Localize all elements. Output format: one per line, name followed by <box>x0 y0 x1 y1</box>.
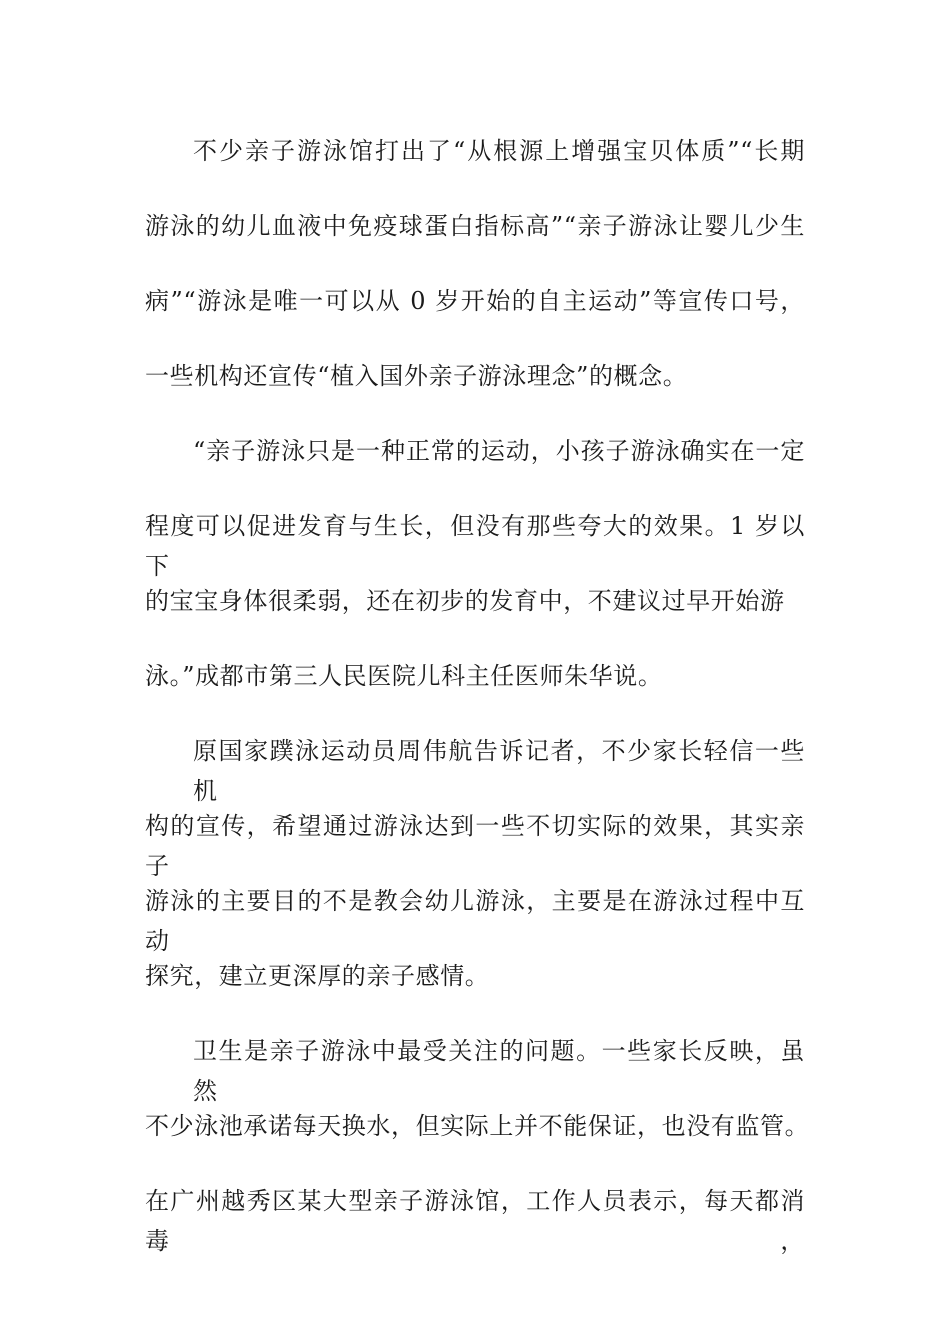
paragraph-2-line-4: 泳。”成都市第三人民医院儿科主任医师朱华说。 <box>145 662 663 690</box>
paragraph-2-line-3: 的宝宝身体很柔弱，还在初步的发育中，不建议过早开始游 <box>145 587 785 615</box>
paragraph-4-line-3: 在广州越秀区某大型亲子游泳馆，工作人员表示，每天都消毒， <box>145 1187 805 1255</box>
paragraph-1-line-4: 一些机构还宣传“植入国外亲子游泳理念”的概念。 <box>145 362 688 390</box>
paragraph-1-line-1: 不少亲子游泳馆打出了“从根源上增强宝贝体质”“长期 <box>193 137 805 165</box>
paragraph-1-line-3: 病”“游泳是唯一可以从 0 岁开始的自主运动”等宣传口号， <box>145 287 805 315</box>
paragraph-4-line-1: 卫生是亲子游泳中最受关注的问题。一些家长反映，虽然 <box>193 1037 805 1105</box>
paragraph-3-line-4: 探究，建立更深厚的亲子感情。 <box>145 962 490 990</box>
paragraph-3-line-1: 原国家蹼泳运动员周伟航告诉记者，不少家长轻信一些机 <box>193 737 805 805</box>
paragraph-1-line-2: 游泳的幼儿血液中免疫球蛋白指标高”“亲子游泳让婴儿少生 <box>145 212 805 240</box>
paragraph-3-line-2: 构的宣传，希望通过游泳达到一些不切实际的效果，其实亲子 <box>145 812 805 880</box>
paragraph-3-line-3: 游泳的主要目的不是教会幼儿游泳，主要是在游泳过程中互动 <box>145 887 805 955</box>
paragraph-2-line-1: “亲子游泳只是一种正常的运动，小孩子游泳确实在一定 <box>193 437 805 465</box>
paragraph-2-line-2: 程度可以促进发育与生长，但没有那些夸大的效果。1 岁以下 <box>145 512 805 580</box>
paragraph-4-line-2: 不少泳池承诺每天换水，但实际上并不能保证，也没有监管。 <box>145 1112 810 1140</box>
